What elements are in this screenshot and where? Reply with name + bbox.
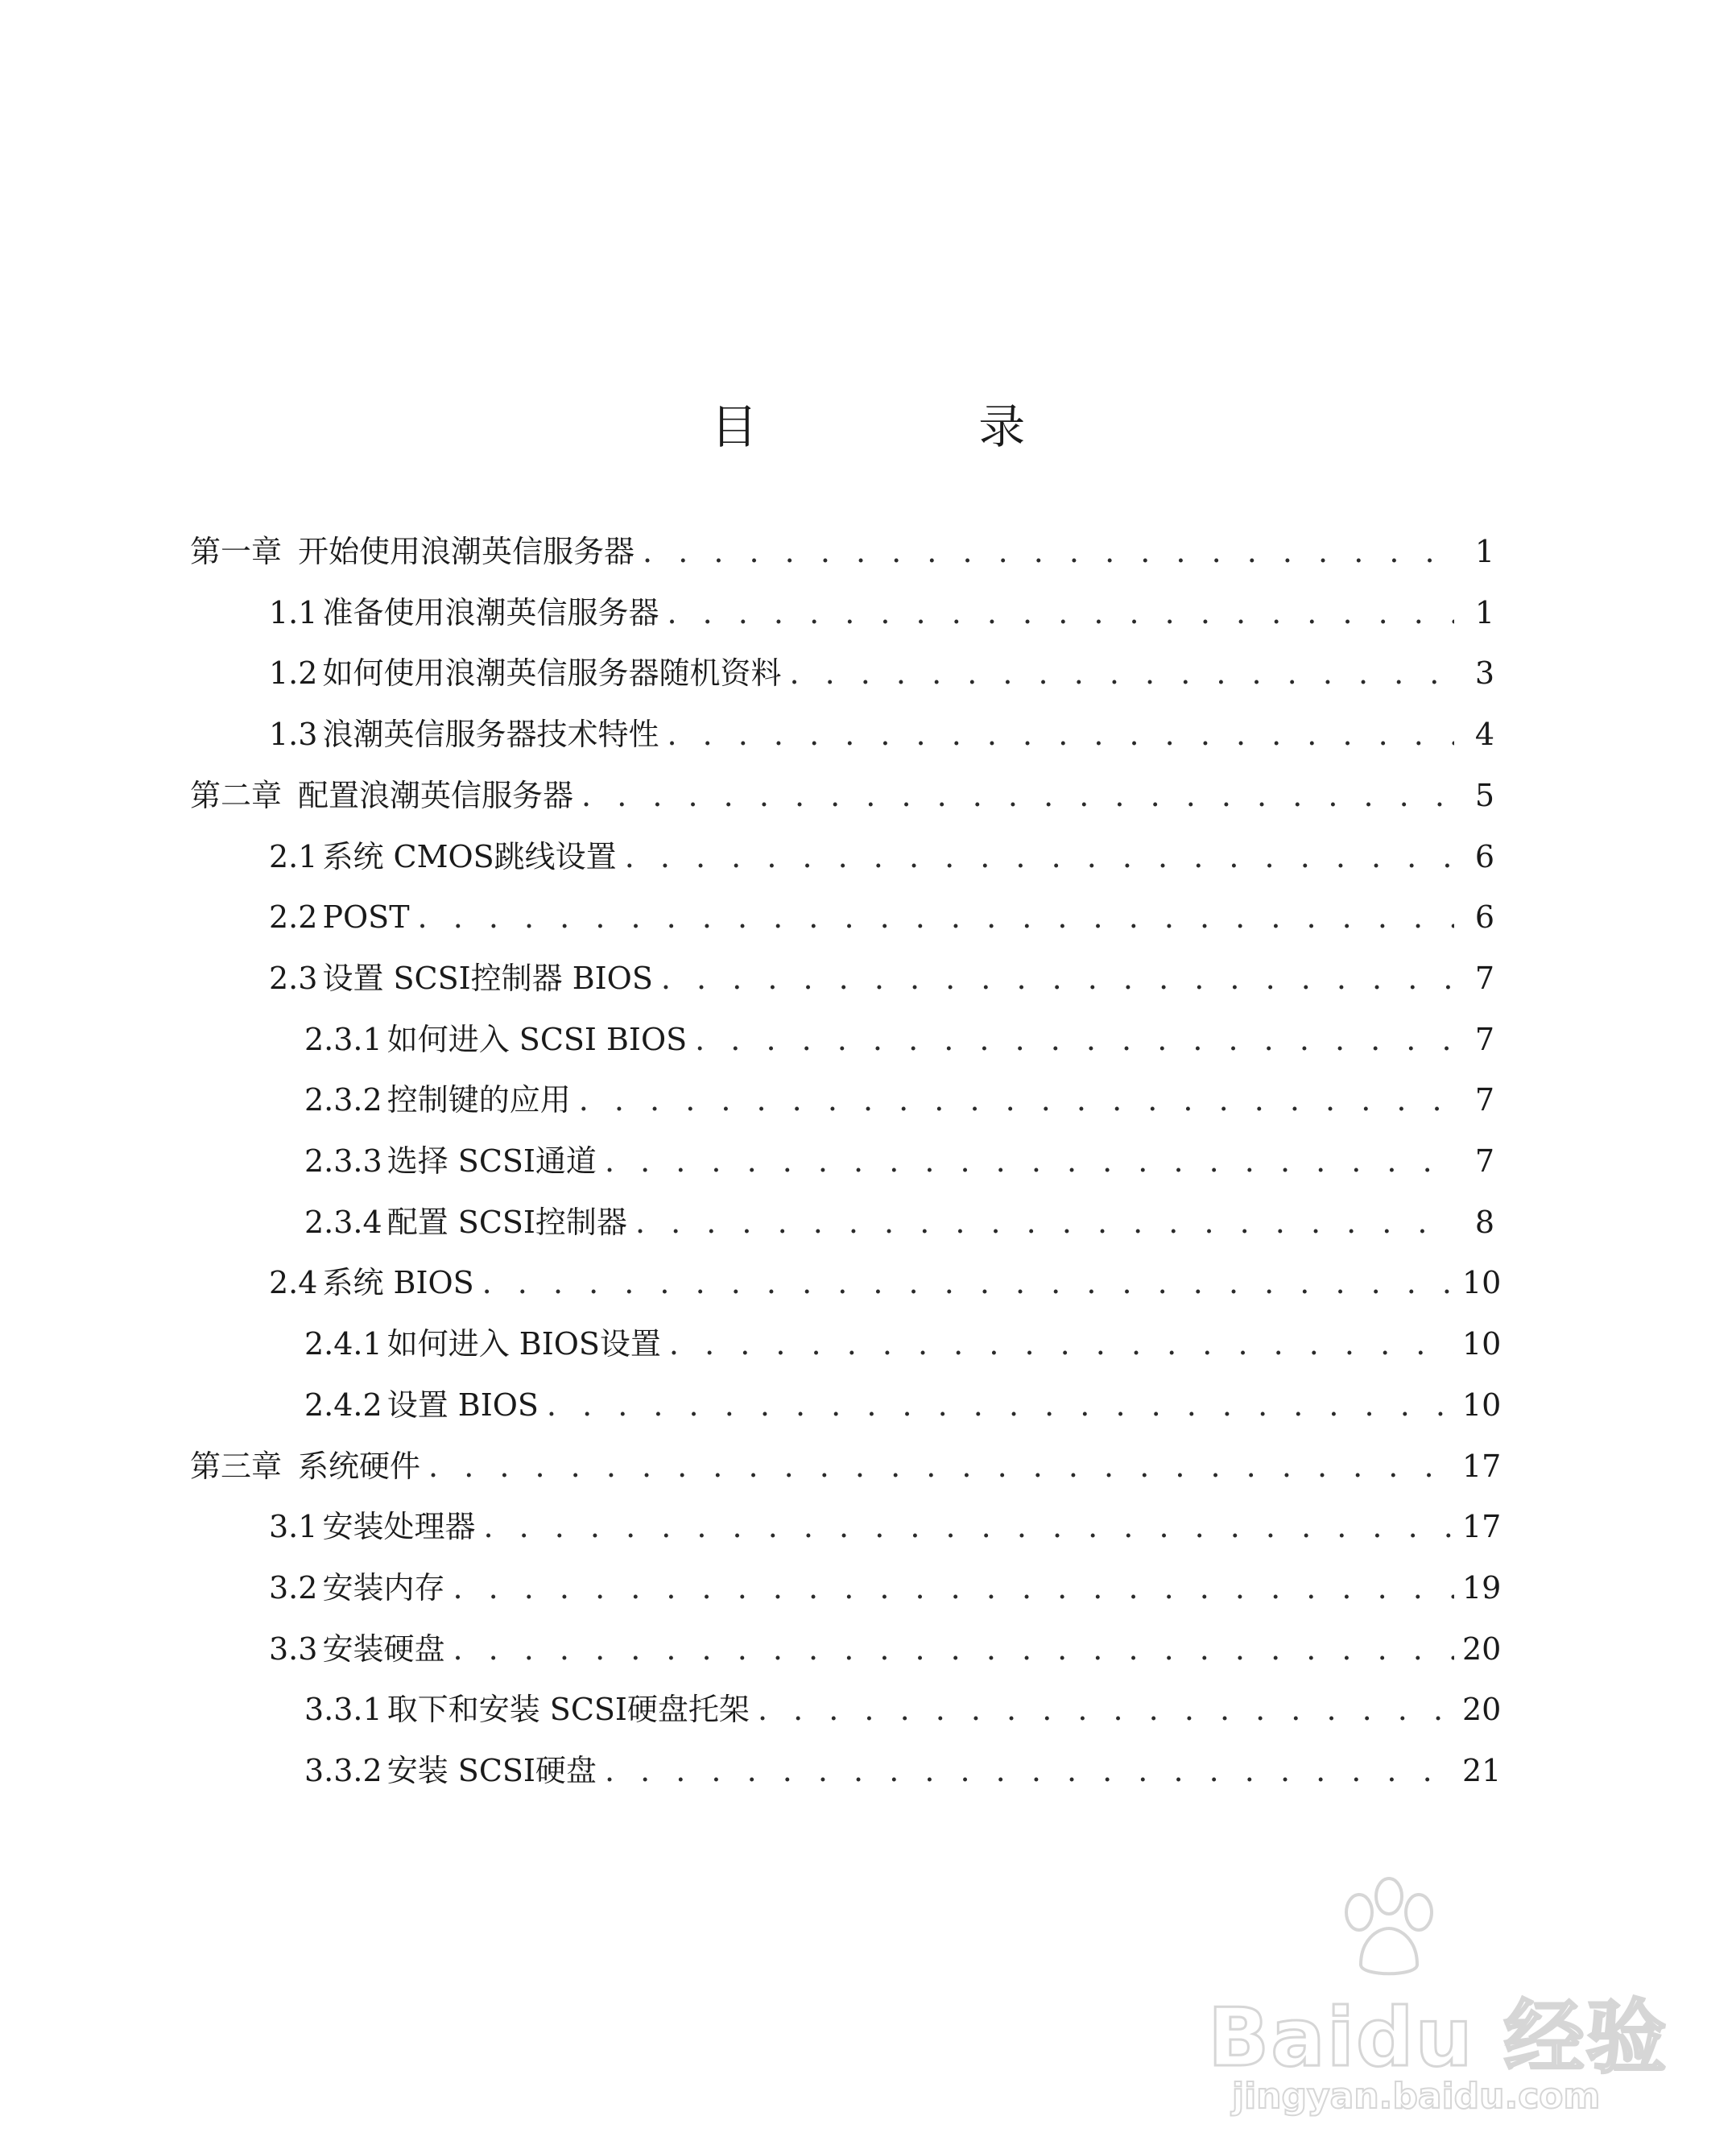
toc-entry-text: 安装 SCSI硬盘 — [386, 1753, 597, 1788]
toc-entry-text: 系统 BIOS — [322, 1265, 474, 1301]
toc-entry-number: 第一章 — [190, 534, 283, 569]
toc-entry-text: 如何进入 BIOS设置 — [386, 1326, 661, 1362]
toc-entry-text: 系统 CMOS跳线设置 — [322, 838, 617, 874]
toc-dot-leader — [669, 1320, 1454, 1368]
toc-entry — [304, 1137, 1494, 1185]
toc-entry-number: 3.1 — [269, 1509, 318, 1545]
watermark-brand: Baidu 经验 — [1208, 1990, 1668, 2085]
toc-entry-number: 2.4.2 — [304, 1387, 382, 1423]
toc-page-number: 10 — [1462, 1326, 1502, 1362]
toc-entry-number: 2.3.2 — [304, 1082, 382, 1118]
toc-entry — [269, 833, 1494, 881]
toc-entry-number: 1.2 — [269, 655, 318, 692]
toc-page-number: 7 — [1474, 1082, 1494, 1118]
toc-entry-number: 2.2 — [269, 899, 318, 936]
toc-dot-leader — [579, 1076, 1454, 1124]
toc-entry-text: 设置 SCSI控制器 BIOS — [322, 960, 653, 996]
toc-dot-leader — [581, 771, 1454, 820]
toc-entry — [269, 1502, 1502, 1551]
toc-entry — [269, 710, 1494, 758]
toc-dot-leader — [661, 954, 1454, 1002]
toc-dot-leader — [635, 1198, 1454, 1246]
toc-entry — [304, 1076, 1494, 1124]
toc-page-number: 19 — [1462, 1569, 1502, 1606]
toc-entry-text: 准备使用浪潮英信服务器 — [322, 594, 659, 630]
toc-page-number: 20 — [1462, 1692, 1502, 1728]
toc-page-number: 21 — [1462, 1753, 1502, 1788]
toc-entry — [304, 1015, 1494, 1064]
toc-entry-number: 2.3 — [269, 960, 318, 996]
toc-entry-number: 第二章 — [190, 777, 283, 813]
toc-dot-leader — [643, 527, 1454, 576]
toc-dot-leader — [453, 1625, 1454, 1673]
toc-page-number: 20 — [1462, 1630, 1502, 1667]
toc-entry-text: 取下和安装 SCSI硬盘托架 — [386, 1692, 750, 1728]
watermark-url: jingyan.baidu.com — [1232, 2076, 1601, 2117]
toc-entry-number: 2.4 — [269, 1265, 318, 1301]
toc-entry — [269, 1258, 1502, 1307]
toc-entry-text: 控制键的应用 — [386, 1082, 571, 1118]
toc-entry — [304, 1746, 1502, 1795]
toc-entry-text: 选择 SCSI通道 — [386, 1143, 597, 1179]
toc-dot-leader — [667, 589, 1454, 637]
page-title: 目 录 — [710, 399, 1129, 454]
toc-page-number: 7 — [1474, 1021, 1494, 1057]
toc-entry — [269, 954, 1494, 1002]
toc-entry — [304, 1320, 1502, 1368]
toc-entry-text: 安装处理器 — [322, 1509, 476, 1545]
toc-entry-number: 2.3.1 — [304, 1021, 382, 1057]
toc-entry — [269, 893, 1494, 941]
toc-entry-number: 2.3.3 — [304, 1143, 382, 1179]
toc-entry-text: 安装硬盘 — [322, 1630, 445, 1667]
toc-dot-leader — [695, 1015, 1454, 1064]
toc-dot-leader — [547, 1381, 1454, 1429]
toc-entry-number: 3.3.1 — [304, 1692, 382, 1728]
toc-entry-text: POST — [322, 899, 410, 936]
toc-entry — [304, 1685, 1502, 1734]
toc-page-number: 7 — [1474, 960, 1494, 996]
toc-entry-text: 配置浪潮英信服务器 — [298, 777, 574, 813]
toc-entry-text: 系统硬件 — [298, 1448, 421, 1484]
toc-entry — [190, 771, 1494, 820]
toc-entry-number: 2.4.1 — [304, 1326, 382, 1362]
toc-page-number: 7 — [1474, 1143, 1494, 1179]
toc-dot-leader — [453, 1564, 1454, 1612]
toc-entry — [190, 1442, 1502, 1490]
toc-entry — [269, 1564, 1502, 1612]
toc-page-number: 10 — [1462, 1387, 1502, 1423]
toc-dot-leader — [789, 649, 1454, 697]
toc-page-number: 8 — [1474, 1204, 1494, 1240]
toc-dot-leader — [758, 1685, 1454, 1734]
toc-entry-text: 安装内存 — [322, 1569, 445, 1606]
toc-page-number: 6 — [1474, 899, 1494, 936]
toc-page-number: 17 — [1462, 1448, 1502, 1484]
toc-entry-text: 如何使用浪潮英信服务器随机资料 — [322, 655, 782, 692]
toc-page-number: 10 — [1462, 1265, 1502, 1301]
toc-dot-leader — [625, 833, 1454, 881]
baidu-watermark — [1208, 1876, 1668, 2118]
toc-entry-number: 3.3 — [269, 1630, 318, 1667]
toc-dot-leader — [667, 710, 1454, 758]
toc-entry-number: 2.3.4 — [304, 1204, 382, 1240]
toc-page-number: 6 — [1474, 838, 1494, 874]
toc-entry — [304, 1198, 1494, 1246]
toc-page-number: 1 — [1474, 534, 1494, 569]
toc-dot-leader — [605, 1137, 1454, 1185]
toc-page-number: 3 — [1474, 655, 1494, 692]
toc-entry — [304, 1381, 1502, 1429]
toc-entry — [269, 649, 1494, 697]
toc-entry-number: 1.1 — [269, 594, 318, 630]
toc-entry-number: 3.3.2 — [304, 1753, 382, 1788]
toc-entry-number: 2.1 — [269, 838, 318, 874]
toc-entry-number: 第三章 — [190, 1448, 283, 1484]
toc-entry-text: 浪潮英信服务器技术特性 — [322, 717, 659, 753]
toc-entry-text: 如何进入 SCSI BIOS — [386, 1021, 688, 1057]
toc-entry — [269, 589, 1494, 637]
toc-page-number: 17 — [1462, 1509, 1502, 1545]
toc-entry — [190, 527, 1494, 576]
toc-entry — [269, 1625, 1502, 1673]
toc-page-number: 1 — [1474, 594, 1494, 630]
toc-dot-leader — [418, 893, 1454, 941]
paw-icon — [1329, 1876, 1449, 1981]
toc-dot-leader — [428, 1442, 1454, 1490]
toc-entry-text: 配置 SCSI控制器 — [386, 1204, 627, 1240]
toc-entry-text: 开始使用浪潮英信服务器 — [298, 534, 635, 569]
toc-dot-leader — [605, 1746, 1454, 1795]
toc-entry-number: 3.2 — [269, 1569, 318, 1606]
toc-entry-text: 设置 BIOS — [386, 1387, 539, 1423]
toc-page-number: 4 — [1474, 717, 1494, 753]
toc-page-number: 5 — [1474, 777, 1494, 813]
toc-dot-leader — [483, 1502, 1454, 1551]
toc-entry-number: 1.3 — [269, 717, 318, 753]
toc-dot-leader — [482, 1258, 1454, 1307]
